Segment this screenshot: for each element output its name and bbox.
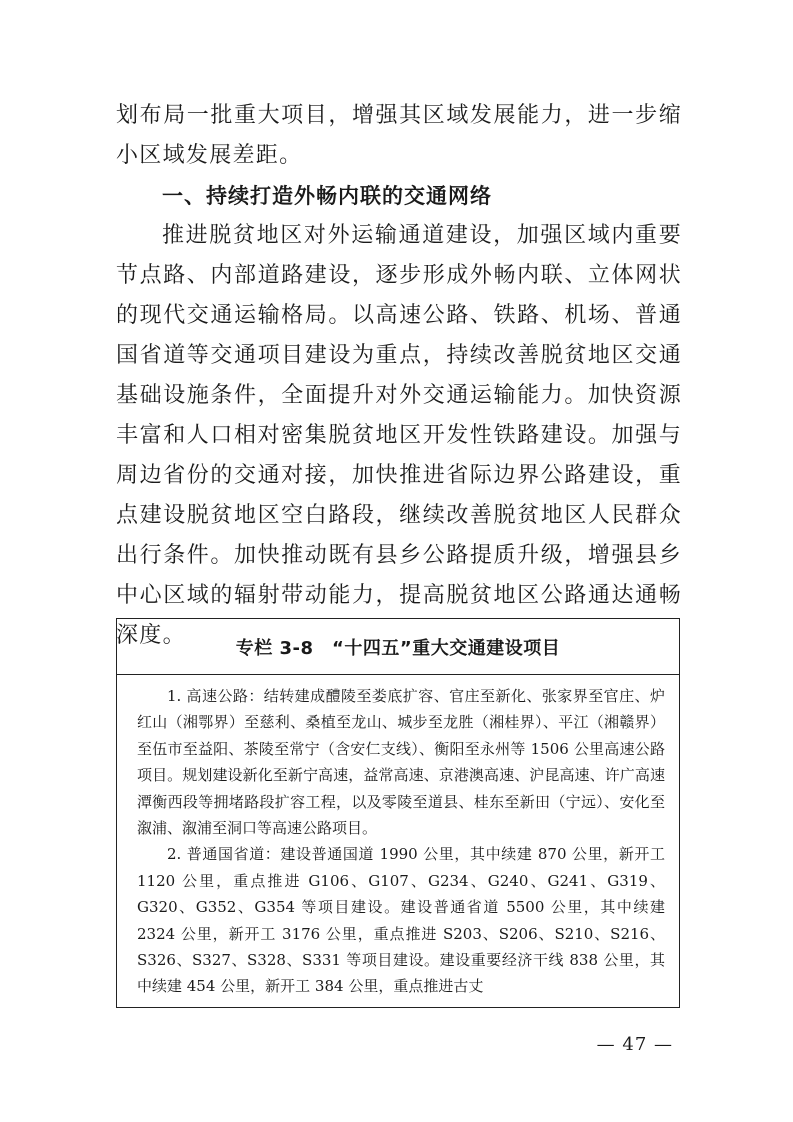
list-item: 2. 普通国省道：建设普通国道 1990 公里，其中续建 870 公里，新开工 1120 公里，重点推进 G106、G107、G234、G240、G241、G319、G320、G352、G354 等项目建设。建设普通省道 5500 公里，其中续建 2324 公里，新开工 3176 公里，重点推进 S203、S206、S210、S216、S326、S327、S328、S331 等项目建设。建设重要经济干线 838 公里，其中续建 454 公里，新开工 384 公里，重点推进古丈 xyxy=(137,845,665,996)
continued-paragraph: 划布局一批重大项目，增强其区域发展能力，进一步缩小区域发展差距。 xyxy=(116,103,682,168)
list-item: 1. 高速公路：结转建成醴陵至娄底扩容、官庄至新化、张家界至官庄、炉红山（湘鄂界）至慈利、桑植至龙山、城步至龙胜（湘桂界）、平江（湘赣界）至伍市至益阳、茶陵至常宁（含安仁支线）、衡阳至永州等 1506 公里高速公路项目。规划建设新化至新宁高速，益常高速、京港澳高速、沪昆高速、许广高速潭衡西段等拥堵路段扩容工程，以及零陵至道县、桂东至新田（宁远）、安化至溆浦、溆浦至洞口等高速公路项目。 xyxy=(137,687,665,838)
body-paragraph: 推进脱贫地区对外运输通道建设，加强区域内重要节点路、内部道路建设，逐步形成外畅内联、立体网状的现代交通运输格局。以高速公路、铁路、机场、普通国省道等交通项目建设为重点，持续改善脱贫地区交通基础设施条件，全面提升对外交通运输能力。加快资源丰富和人口相对密集脱贫地区开发性铁路建设。加强与周边省份的交通对接，加快推进省际边界公路建设，重点建设脱贫地区空白路段，继续改善脱贫地区人民群众出行条件。加快推动既有县乡公路提质升级，增强县乡中心区域的辐射带动能力，提高脱贫地区公路通达通畅深度。 xyxy=(116,223,682,648)
column-box-title: 专栏 3-8 “十四五”重大交通建设项目 xyxy=(117,619,679,675)
column-box-body xyxy=(117,675,679,1000)
section-heading: 一、持续打造外畅内联的交通网络 xyxy=(162,184,492,208)
main-text xyxy=(116,96,682,656)
column-box xyxy=(116,618,680,1008)
page-number: — 47 — xyxy=(596,1034,673,1055)
